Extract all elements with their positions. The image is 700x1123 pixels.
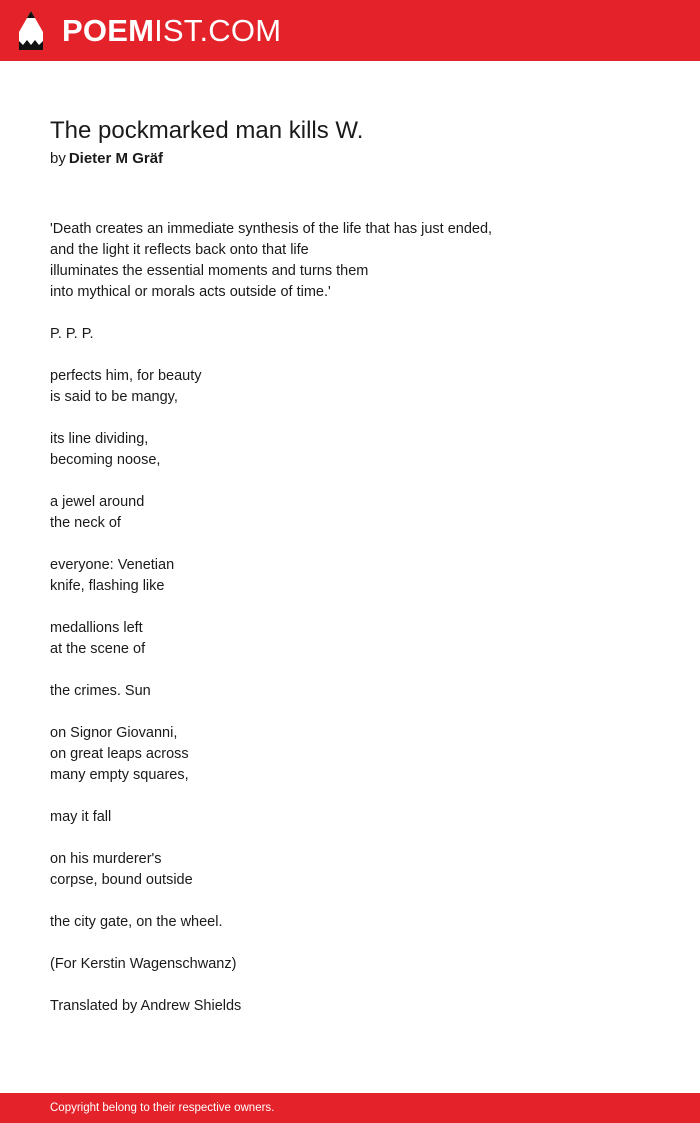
stanza: [50, 366, 650, 408]
poem-line: Translated by Andrew Shields: [50, 998, 242, 1014]
poem-body: [50, 219, 650, 1038]
site-logo[interactable]: [62, 12, 281, 50]
poem-line: into mythical or morals acts outside of time.': [50, 284, 331, 300]
poem-line: on his murderer's: [50, 851, 162, 867]
pencil-icon: [18, 10, 44, 52]
poem-line: the crimes. Sun: [50, 683, 151, 699]
poem-line: everyone: Venetian: [50, 557, 175, 573]
stanza: [50, 912, 650, 933]
poem-line: on Signor Giovanni,: [50, 725, 178, 741]
poem-line: on great leaps across: [50, 746, 189, 762]
poem-line: a jewel around: [50, 494, 145, 510]
poem-line: perfects him, for beauty: [50, 368, 202, 384]
poem-line: may it fall: [50, 809, 112, 825]
stanza: [50, 324, 650, 345]
poem-line: knife, flashing like: [50, 578, 165, 594]
by-label: by: [50, 150, 66, 167]
site-footer: [0, 1093, 700, 1123]
logo-brand-light: IST.COM: [154, 13, 282, 48]
logo-brand-bold: POEM: [62, 13, 155, 48]
poem-line: and the light it reflects back onto that life: [50, 242, 309, 258]
poem-line: corpse, bound outside: [50, 872, 193, 888]
poem-line: 'Death creates an immediate synthesis of the life that has just ended,: [50, 221, 493, 237]
poem-line: becoming noose,: [50, 452, 161, 468]
poem-line: at the scene of: [50, 641, 146, 657]
poem-line: its line dividing,: [50, 431, 149, 447]
stanza: [50, 429, 650, 471]
poem-line: (For Kerstin Wagenschwanz): [50, 956, 237, 972]
stanza: [50, 219, 650, 303]
stanza: [50, 492, 650, 534]
poem-title: The pockmarked man kills W.: [50, 117, 364, 144]
stanza: [50, 555, 650, 597]
footer-copyright: Copyright belong to their respective owners.: [50, 1102, 275, 1114]
stanza: [50, 849, 650, 891]
stanza: [50, 681, 650, 702]
stanza: [50, 807, 650, 828]
poem-line: medallions left: [50, 620, 143, 636]
stanza: [50, 954, 650, 975]
poem-line: many empty squares,: [50, 767, 189, 783]
poem-line: illuminates the essential moments and turns them: [50, 263, 369, 279]
author-name: Dieter M Gräf: [68, 150, 164, 167]
poem-line: P. P. P.: [50, 326, 94, 342]
poem-line: the city gate, on the wheel.: [50, 914, 223, 930]
poem-line: the neck of: [50, 515, 121, 531]
poem-line: is said to be mangy,: [50, 389, 178, 405]
site-header: [0, 0, 700, 61]
stanza: [50, 723, 650, 786]
stanza: [50, 618, 650, 660]
stanza: [50, 996, 650, 1017]
byline: [50, 149, 163, 169]
